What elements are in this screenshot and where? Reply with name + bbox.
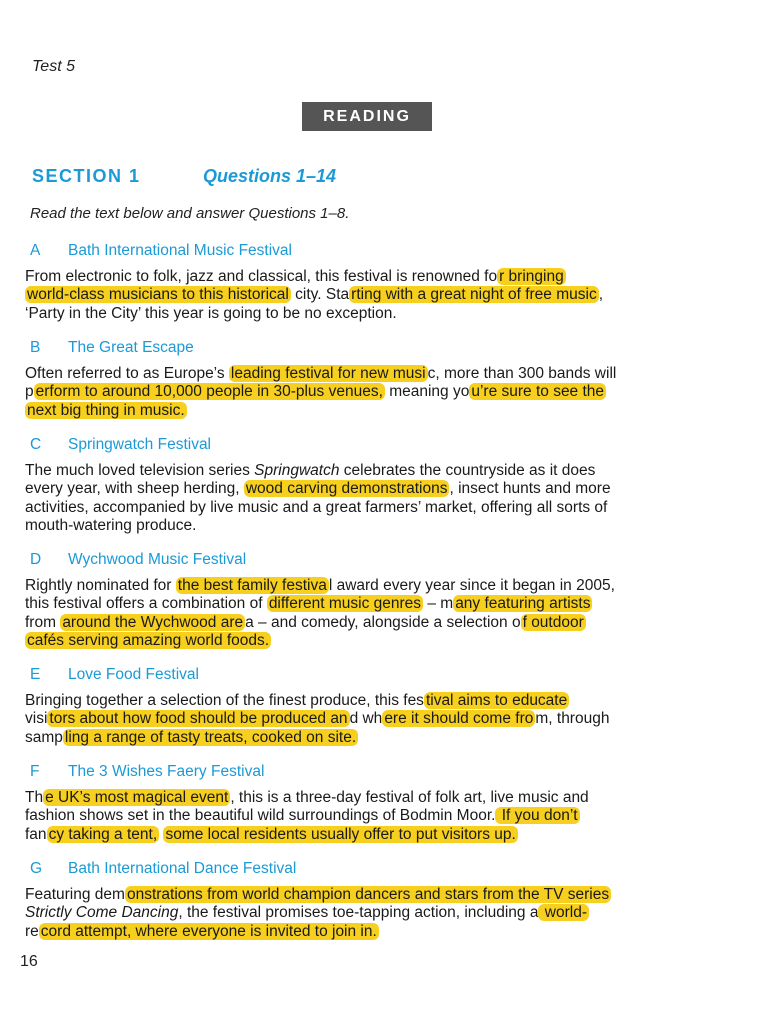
festival-heading bbox=[30, 551, 246, 571]
highlighted-text: onstrations from world champion dancers and stars from the TV series bbox=[126, 886, 610, 903]
festival-letter: A bbox=[30, 242, 41, 259]
text-line bbox=[25, 886, 695, 904]
text-segment: celebrates the countryside as it does bbox=[339, 462, 596, 479]
highlighted-text: ling a range of tasty treats, cooked on site. bbox=[64, 728, 357, 746]
festival-heading bbox=[30, 339, 194, 359]
highlighted-text: tival aims to educate bbox=[425, 692, 568, 709]
text-segment: The much loved television series bbox=[25, 462, 255, 479]
questions-range: Questions 1–14 bbox=[203, 166, 337, 186]
text-line bbox=[25, 517, 695, 535]
highlighted-text: any featuring artists bbox=[455, 595, 591, 613]
festival-heading bbox=[30, 860, 296, 880]
text-segment: re bbox=[25, 922, 39, 940]
text-line bbox=[25, 268, 695, 286]
highlighted-text: cord attempt, where everyone is invited to join in. bbox=[40, 922, 377, 940]
text-line bbox=[25, 402, 695, 420]
festival-description bbox=[25, 692, 695, 747]
text-segment: Often referred to as Europe’s bbox=[25, 365, 229, 382]
highlighted-text: some local residents usually offer to put visitors up. bbox=[165, 825, 516, 843]
festival-name: Bath International Dance Festival bbox=[68, 860, 297, 877]
festival-letter: F bbox=[30, 763, 40, 780]
highlighted-text: erform to around 10,000 people in 30-plus venues, bbox=[35, 383, 383, 401]
festival-letter: G bbox=[30, 860, 43, 877]
text-line bbox=[25, 729, 695, 747]
text-segment: mouth-watering produce. bbox=[25, 516, 197, 534]
highlighted-text: tors about how food should be produced an bbox=[49, 710, 348, 728]
text-segment: d wh bbox=[349, 710, 383, 728]
highlighted-text: u’re sure to see the bbox=[471, 383, 605, 401]
highlighted-text: rting with a great night of free music bbox=[351, 286, 597, 304]
highlighted-text: If you don’t bbox=[497, 807, 578, 825]
text-line bbox=[25, 480, 695, 498]
text-segment: Th bbox=[25, 789, 44, 806]
text-line bbox=[25, 286, 695, 304]
text-segment: Featuring dem bbox=[25, 886, 125, 903]
section-header bbox=[32, 166, 732, 190]
text-segment: l award every year since it began in 2005, bbox=[328, 577, 615, 594]
festival-description bbox=[25, 789, 695, 844]
text-segment: Springwatch bbox=[254, 462, 340, 479]
text-line bbox=[25, 923, 695, 941]
festival-letter: E bbox=[30, 666, 41, 683]
text-segment: visi bbox=[25, 710, 48, 728]
highlighted-text: the best family festiva bbox=[177, 577, 327, 594]
text-line bbox=[25, 577, 695, 595]
text-line bbox=[25, 789, 695, 807]
text-line bbox=[25, 692, 695, 710]
festival-description bbox=[25, 462, 695, 535]
festival-name: The Great Escape bbox=[68, 339, 194, 356]
highlighted-text: cy taking a tent, bbox=[48, 825, 158, 843]
section-title: SECTION 1 bbox=[32, 166, 141, 186]
text-segment: , the festival promises toe-tapping action, including a bbox=[178, 904, 539, 922]
text-segment: ‘Party in the City’ this year is going to be no exception. bbox=[25, 304, 397, 322]
text-line bbox=[25, 710, 695, 728]
highlighted-text: cafés serving amazing world foods. bbox=[27, 631, 270, 649]
highlighted-text: ere it should come fro bbox=[384, 710, 534, 728]
text-segment: Bringing together a selection of the finest produce, this fes bbox=[25, 692, 424, 709]
text-line bbox=[25, 632, 695, 650]
highlighted-text: world-class musicians to this historical bbox=[27, 286, 289, 304]
text-segment: city. Sta bbox=[290, 286, 350, 304]
highlighted-text: leading festival for new musi bbox=[230, 365, 426, 382]
text-segment: every year, with sheep herding, bbox=[25, 480, 244, 498]
text-line bbox=[25, 499, 695, 517]
text-line bbox=[25, 595, 695, 613]
text-segment: from bbox=[25, 613, 61, 631]
festival-name: Love Food Festival bbox=[68, 666, 199, 683]
text-segment: fan bbox=[25, 825, 47, 843]
text-line bbox=[25, 305, 695, 323]
festival-description bbox=[25, 886, 695, 941]
text-segment: c, more than 300 bands will bbox=[427, 365, 617, 382]
festival-description bbox=[25, 268, 695, 323]
highlighted-text: different music genres bbox=[268, 595, 422, 613]
text-line bbox=[25, 904, 695, 922]
text-segment: this festival offers a combination of bbox=[25, 595, 267, 613]
highlighted-text: world- bbox=[540, 904, 587, 922]
highlighted-text: wood carving demonstrations bbox=[245, 480, 448, 498]
festival-letter: B bbox=[30, 339, 41, 356]
festival-description bbox=[25, 577, 695, 650]
text-line bbox=[25, 614, 695, 632]
text-line bbox=[25, 383, 695, 401]
highlighted-text: around the Wychwood are bbox=[62, 613, 244, 631]
text-segment: , this is a three-day festival of folk art, live music and bbox=[230, 789, 589, 806]
text-segment: Strictly Come Dancing bbox=[25, 904, 179, 922]
festival-heading bbox=[30, 763, 264, 783]
highlighted-text: e UK’s most magical event bbox=[45, 789, 229, 806]
text-segment: , insect hunts and more bbox=[449, 480, 611, 498]
highlighted-text: f outdoor bbox=[522, 613, 584, 631]
test-label: Test 5 bbox=[32, 58, 75, 75]
instruction: Read the text below and answer Questions 1–8. bbox=[30, 205, 350, 222]
reading-label: READING bbox=[302, 102, 432, 131]
text-line bbox=[25, 807, 695, 825]
festival-description bbox=[25, 365, 695, 420]
festival-heading bbox=[30, 436, 211, 456]
festival-name: Bath International Music Festival bbox=[68, 242, 292, 259]
text-segment: p bbox=[25, 383, 34, 401]
festival-letter: D bbox=[30, 551, 42, 568]
text-segment: samp bbox=[25, 728, 63, 746]
text-segment: m, through bbox=[535, 710, 610, 728]
text-segment: fashion shows set in the beautiful wild surroundings of Bodmin Moor. bbox=[25, 807, 496, 825]
text-segment: From electronic to folk, jazz and classical, this festival is renowned fo bbox=[25, 268, 498, 285]
text-segment: Rightly nominated for bbox=[25, 577, 176, 594]
festival-name: Wychwood Music Festival bbox=[68, 551, 247, 568]
page-number: 16 bbox=[20, 953, 38, 970]
text-line bbox=[25, 462, 695, 480]
highlighted-text: r bringing bbox=[499, 268, 564, 285]
festival-letter: C bbox=[30, 436, 42, 453]
festival-heading bbox=[30, 666, 199, 686]
festival-name: Springwatch Festival bbox=[68, 436, 212, 453]
text-segment: meaning yo bbox=[384, 383, 470, 401]
text-line bbox=[25, 365, 695, 383]
text-segment: a – and comedy, alongside a selection o bbox=[245, 613, 521, 631]
text-segment: activities, accompanied by live music and a great farmers’ market, offering all sorts of bbox=[25, 498, 608, 516]
text-line bbox=[25, 826, 695, 844]
text-segment: , bbox=[598, 286, 604, 304]
highlighted-text: next big thing in music. bbox=[27, 401, 185, 419]
festival-heading bbox=[30, 242, 292, 262]
festival-name: The 3 Wishes Faery Festival bbox=[68, 763, 265, 780]
text-segment: – m bbox=[423, 595, 454, 613]
